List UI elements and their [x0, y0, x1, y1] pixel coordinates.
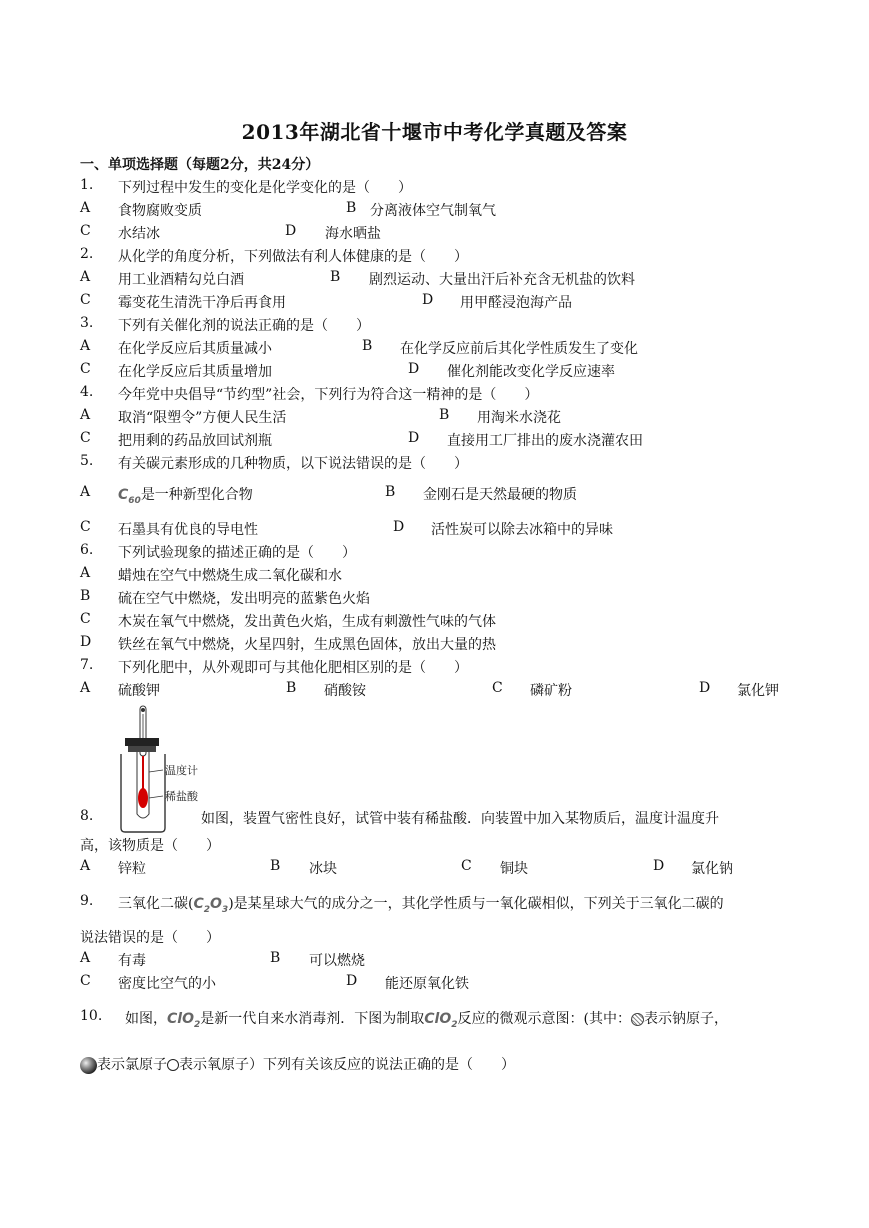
q1-option-a: 食物腐败变质 [118, 203, 202, 219]
q9-option-c: 密度比空气的小 [118, 976, 216, 992]
q9-option-a: 有毒 [118, 953, 146, 969]
option-letter: D [346, 973, 358, 989]
q4-option-a: 取消“限塑令”方便人民生活 [118, 410, 287, 426]
section-heading: 一、单项选择题（每题2分，共24分） [80, 157, 320, 173]
option-letter: B [362, 338, 373, 354]
option-letter: B [270, 950, 281, 966]
option-letter: A [80, 338, 91, 354]
option-letter: C [80, 430, 91, 446]
option-letter: D [408, 430, 420, 446]
thermometer-apparatus-figure [113, 702, 213, 834]
q7-option-c: 磷矿粉 [530, 683, 572, 699]
q6-option-a: 蜡烛在空气中燃烧生成二氧化碳和水 [118, 568, 342, 584]
question-text: 有关碳元素形成的几种物质，以下说法错误的是（ ） [118, 456, 468, 472]
q7-option-a: 硫酸钾 [118, 683, 160, 699]
option-letter: C [80, 361, 91, 377]
question-number: 6. [80, 542, 94, 558]
q1-option-d: 海水晒盐 [325, 226, 381, 242]
q5-option-b: 金刚石是天然最硬的物质 [423, 487, 577, 503]
q4-option-c: 把用剩的药品放回试剂瓶 [118, 433, 272, 449]
q8-option-c: 铜块 [500, 861, 528, 877]
option-letter: C [80, 973, 91, 989]
q6-option-d: 铁丝在氧气中燃烧，火星四射，生成黑色固体，放出大量的热 [118, 637, 496, 653]
q2-option-c: 霉变花生清洗干净后再食用 [118, 295, 286, 311]
question-number: 8. [80, 808, 94, 824]
q2-option-b: 剧烈运动、大量出汗后补充含无机盐的饮料 [369, 272, 635, 288]
option-letter: C [461, 858, 472, 874]
question-number: 4. [80, 384, 94, 400]
question-text: 如图，装置气密性良好，试管中装有稀盐酸．向装置中加入某物质后，温度计温度升 [201, 811, 719, 827]
q3-option-c: 在化学反应后其质量增加 [118, 364, 272, 380]
option-letter: A [80, 407, 91, 423]
clo2-formula: ClO$_2$ [424, 1011, 458, 1030]
question-number: 1. [80, 177, 94, 193]
option-letter: D [408, 361, 420, 377]
option-letter: A [80, 484, 91, 500]
question-text: 从化学的角度分析，下列做法有利人体健康的是（ ） [118, 249, 468, 265]
option-letter: B [330, 269, 341, 285]
q5-option-c: 石墨具有优良的导电性 [118, 522, 258, 538]
c60-formula: $C_{60}$ [118, 487, 141, 506]
question-text: 下列有关催化剂的说法正确的是（ ） [118, 318, 370, 334]
oxygen-atom-icon [167, 1059, 179, 1071]
q3-option-a: 在化学反应后其质量减小 [118, 341, 272, 357]
sodium-atom-icon [631, 1013, 644, 1026]
question-text-cont: 表示氯原子 表示氧原子）下列有关该反应的说法正确的是（ ） [80, 1054, 515, 1074]
option-letter: A [80, 950, 91, 966]
c2o3-formula: $C_2O_3$ [193, 896, 229, 915]
option-letter: B [286, 680, 297, 696]
question-text: 如图，ClO$_2$是新一代自来水消毒剂．下图为制取ClO$_2$反应的微观示意图：(其中： 表示钠原子， [125, 1011, 728, 1030]
question-text-cont: 高，该物质是（ ） [80, 838, 220, 854]
q7-option-b: 硝酸铵 [324, 683, 366, 699]
option-letter: C [80, 611, 91, 627]
option-letter: C [492, 680, 503, 696]
q6-option-b: 硫在空气中燃烧，发出明亮的蓝紫色火焰 [118, 591, 370, 607]
q2-option-d: 用甲醛浸泡海产品 [460, 295, 572, 311]
option-letter: D [80, 634, 92, 650]
option-letter: B [346, 200, 357, 216]
option-letter: A [80, 269, 91, 285]
option-letter: B [385, 484, 396, 500]
q1-option-c: 水结冰 [118, 226, 160, 242]
option-letter: D [422, 292, 434, 308]
q1-option-b: 分离液体空气制氧气 [370, 203, 496, 219]
option-letter: D [653, 858, 665, 874]
option-letter: D [285, 223, 297, 239]
q9-option-b: 可以燃烧 [309, 953, 365, 969]
clo2-formula: ClO$_2$ [167, 1011, 201, 1030]
option-letter: B [80, 588, 91, 604]
q3-option-d: 催化剂能改变化学反应速率 [447, 364, 615, 380]
option-letter: A [80, 858, 91, 874]
q5-option-d: 活性炭可以除去冰箱中的异味 [431, 522, 613, 538]
q7-option-d: 氯化钾 [737, 683, 779, 699]
q3-option-b: 在化学反应前后其化学性质发生了变化 [400, 341, 638, 357]
q8-option-a: 锌粒 [118, 861, 146, 877]
acid-label: 稀盐酸 [165, 790, 198, 803]
page-title: 2013年湖北省十堰市中考化学真题及答案 [241, 120, 628, 144]
option-letter: C [80, 519, 91, 535]
option-letter: C [80, 223, 91, 239]
option-letter: D [699, 680, 711, 696]
q2-option-a: 用工业酒精勾兑白酒 [118, 272, 244, 288]
option-letter: B [270, 858, 281, 874]
question-number: 7. [80, 657, 94, 673]
option-letter: A [80, 680, 91, 696]
q8-option-d: 氯化钠 [691, 861, 733, 877]
option-letter: B [439, 407, 450, 423]
question-text: 三氧化二碳$(C_2O_3)$是某星球大气的成分之一，其化学性质与一氧化碳相似，下列关于三氧化二碳的 [118, 896, 724, 915]
option-letter: D [393, 519, 405, 535]
q6-option-c: 木炭在氧气中燃烧，发出黄色火焰，生成有刺激性气味的气体 [118, 614, 496, 630]
option-letter: A [80, 565, 91, 581]
question-text: 下列化肥中，从外观即可与其他化肥相区别的是（ ） [118, 660, 468, 676]
question-text-cont: 说法错误的是（ ） [80, 930, 220, 946]
chlorine-atom-icon [80, 1057, 97, 1074]
q8-option-b: 冰块 [309, 861, 337, 877]
question-number: 5. [80, 453, 94, 469]
question-number: 2. [80, 246, 94, 262]
q9-option-d: 能还原氧化铁 [385, 976, 469, 992]
q4-option-b: 用淘米水浇花 [477, 410, 561, 426]
q4-option-d: 直接用工厂排出的废水浇灌农田 [447, 433, 643, 449]
q5-option-a: $C_{60}$是一种新型化合物 [118, 487, 253, 506]
question-text: 下列试验现象的描述正确的是（ ） [118, 545, 356, 561]
question-text: 今年党中央倡导“节约型”社会，下列行为符合这一精神的是（ ） [118, 387, 539, 403]
question-text: 下列过程中发生的变化是化学变化的是（ ） [118, 180, 412, 196]
question-number: 3. [80, 315, 94, 331]
option-letter: A [80, 200, 91, 216]
question-number: 10. [80, 1008, 103, 1024]
question-number: 9. [80, 893, 94, 909]
option-letter: C [80, 292, 91, 308]
thermometer-label: 温度计 [165, 764, 198, 777]
